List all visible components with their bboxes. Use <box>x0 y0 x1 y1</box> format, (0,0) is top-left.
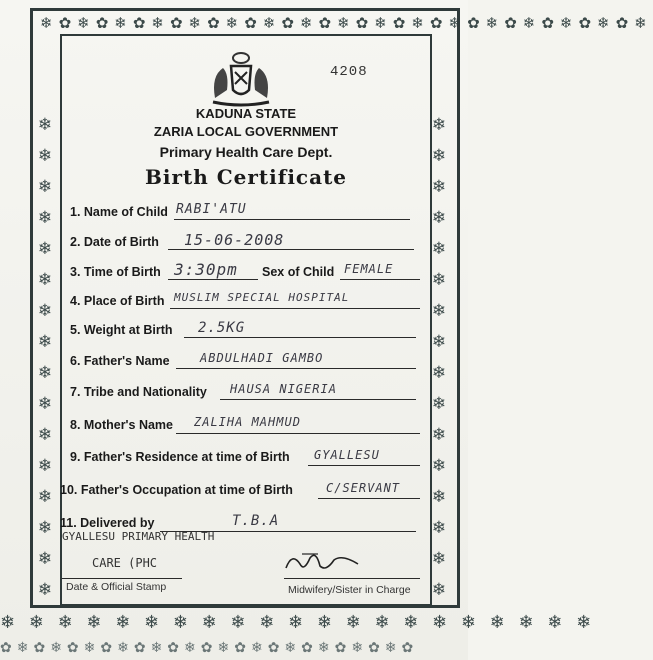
rule <box>340 279 420 280</box>
name-of-child-label: 1. Name of Child <box>70 205 168 219</box>
official-stamp-line-2: CARE (PHC <box>92 556 158 570</box>
tribe-nationality-label: 7. Tribe and Nationality <box>70 385 207 399</box>
sex-of-child-label: Sex of Child <box>262 265 335 279</box>
name-of-child-value: RABI'ATU <box>176 202 247 217</box>
date-of-birth-value: 15-06-2008 <box>184 231 285 249</box>
weight-at-birth-label: 5. Weight at Birth <box>70 323 173 337</box>
fathers-name-label: 6. Father's Name <box>70 354 170 368</box>
state-name: KADUNA STATE <box>195 106 297 121</box>
fathers-occupation-value: C/SERVANT <box>326 481 401 495</box>
date-of-birth-label: 2. Date of Birth <box>70 235 159 249</box>
date-official-stamp-label: Date & Official Stamp <box>66 581 167 593</box>
mothers-name-value: ZALIHA MAHMUD <box>194 415 301 429</box>
fathers-occupation-label: 10. Father's Occupation at time of Birth <box>60 483 293 497</box>
rule <box>168 249 414 250</box>
serial-number: 4208 <box>330 64 368 80</box>
bottom-border-ornament: ❄ ❄ ❄ ❄ ❄ ❄ ❄ ❄ ❄ ❄ ❄ ❄ ❄ ❄ ❄ ❄ ❄ ❄ ❄ ❄ ❄ <box>0 612 596 633</box>
rule <box>174 219 410 220</box>
top-border-ornament: ❄✿❄✿❄✿❄✿❄✿❄✿❄✿❄✿❄✿❄✿❄✿❄✿❄✿❄✿❄✿❄✿❄ <box>40 14 653 32</box>
rule <box>62 578 182 579</box>
place-of-birth-value: MUSLIM SPECIAL HOSPITAL <box>174 291 350 304</box>
document-title: Birth Certificate <box>144 165 348 189</box>
department-name: Primary Health Care Dept. <box>159 144 333 160</box>
time-of-birth-label: 3. Time of Birth <box>70 265 161 279</box>
weight-at-birth-value: 2.5KG <box>198 320 246 336</box>
government-name: ZARIA LOCAL GOVERNMENT <box>153 124 339 139</box>
rule <box>176 368 416 369</box>
right-border-ornament: ❄ ❄ ❄ ❄ ❄ ❄ ❄ ❄ ❄ ❄ ❄ ❄ ❄ ❄ ❄ ❄ <box>431 115 447 600</box>
tribe-nationality-value: HAUSA NIGERIA <box>230 382 337 396</box>
rule <box>284 578 420 579</box>
place-of-birth-label: 4. Place of Birth <box>70 294 165 308</box>
time-of-birth-value: 3:30pm <box>174 260 238 279</box>
left-border-ornament: ❄ ❄ ❄ ❄ ❄ ❄ ❄ ❄ ❄ ❄ ❄ ❄ ❄ ❄ ❄ ❄ <box>37 115 53 600</box>
rule <box>184 337 416 338</box>
official-stamp <box>62 530 214 544</box>
bottom-border-ornament-2: ✿❄✿❄✿❄✿❄✿❄✿❄✿❄✿❄✿❄✿❄✿❄✿❄✿ <box>0 640 419 656</box>
fathers-residence-label: 9. Father's Residence at time of Birth <box>70 450 290 464</box>
rule <box>170 308 420 309</box>
fathers-name-value: ABDULHADI GAMBO <box>200 351 324 365</box>
sex-of-child-value: FEMALE <box>344 262 394 276</box>
rule <box>308 465 420 466</box>
fathers-residence-value: GYALLESU <box>314 448 380 462</box>
rule <box>168 279 258 280</box>
delivered-by-value: T.B.A <box>232 513 280 529</box>
coat-of-arms-icon <box>205 50 277 108</box>
mothers-name-label: 8. Mother's Name <box>70 418 174 432</box>
delivered-by-label: 11. Delivered by <box>60 516 155 530</box>
signature-icon <box>282 546 362 576</box>
rule <box>318 498 420 499</box>
midwifery-sister-label: Midwifery/Sister in Charge <box>288 584 411 596</box>
stamp-line-1: GYALLESU PRIMARY HEALTH <box>62 530 215 543</box>
rule <box>220 399 416 400</box>
rule <box>176 433 420 434</box>
